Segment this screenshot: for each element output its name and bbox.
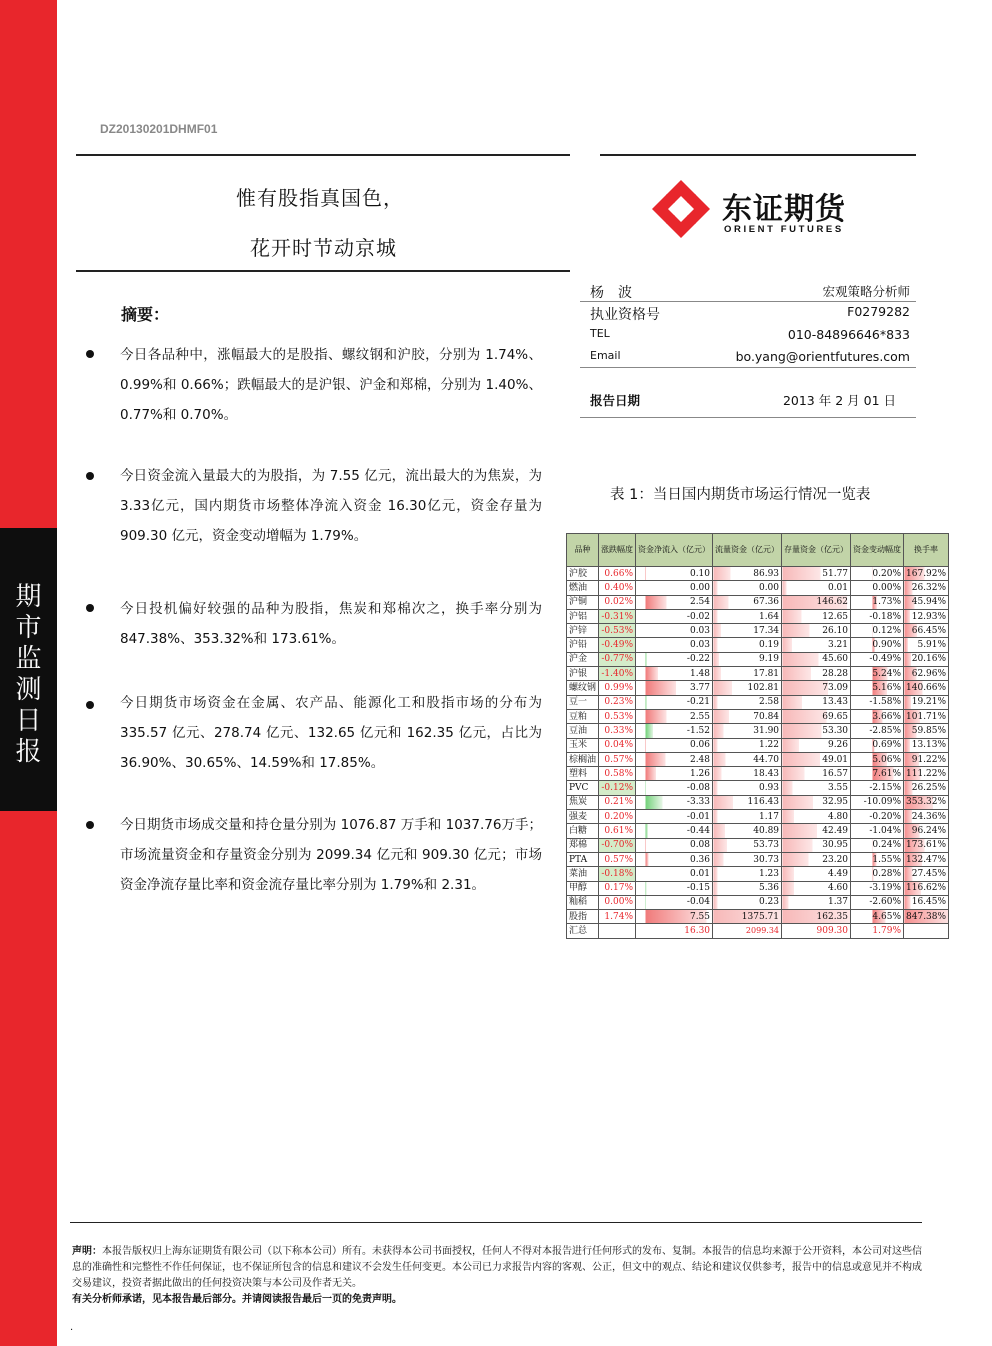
table-cell: 3.66% xyxy=(851,709,904,723)
table-cell: 0.36 xyxy=(636,852,713,866)
table-header-cell: 资金变动幅度 xyxy=(851,534,904,567)
table-cell: 0.93 xyxy=(713,781,782,795)
side-label-char: 期 xyxy=(15,582,42,612)
table-cell: 3.77 xyxy=(636,681,713,695)
table-header-cell: 存量资金（亿元） xyxy=(782,534,851,567)
table-cell: 0.21% xyxy=(599,795,636,809)
author-role: 宏观策略分析师 xyxy=(822,284,910,299)
table-cell: 31.90 xyxy=(713,724,782,738)
table-row xyxy=(567,709,949,723)
table-cell: 0.04% xyxy=(599,738,636,752)
table-cell: 0.01 xyxy=(782,581,851,595)
table-cell: 7.61% xyxy=(851,767,904,781)
table-header-cell: 涨跌幅度 xyxy=(599,534,636,567)
table-cell: 4.80 xyxy=(782,810,851,824)
table-cell: 59.85% xyxy=(904,724,949,738)
table-cell: 燃油 xyxy=(567,581,599,595)
table-cell: 847.38% xyxy=(904,910,949,924)
table-row xyxy=(567,852,949,866)
summary-label: 摘要： xyxy=(121,305,170,324)
logo-mark-icon xyxy=(650,178,712,240)
table-header-cell: 品种 xyxy=(567,534,599,567)
table-cell: 353.32% xyxy=(904,795,949,809)
side-label-char: 报 xyxy=(15,737,42,767)
table-cell: 0.90% xyxy=(851,638,904,652)
report-date-row xyxy=(590,391,910,409)
table-cell: 70.84 xyxy=(713,709,782,723)
table-cell: 116.43 xyxy=(713,795,782,809)
table-row xyxy=(567,652,949,666)
table-cell: 沪锌 xyxy=(567,624,599,638)
table-cell: -0.18% xyxy=(599,867,636,881)
table-cell: 棕榈油 xyxy=(567,752,599,766)
table-row xyxy=(567,738,949,752)
table-row xyxy=(567,838,949,852)
table-row xyxy=(567,724,949,738)
table-cell: -0.15 xyxy=(636,881,713,895)
table-cell: -1.52 xyxy=(636,724,713,738)
table-cell: 塑料 xyxy=(567,767,599,781)
disclaimer xyxy=(72,1244,924,1308)
table-header-cell: 流量资金（亿元） xyxy=(713,534,782,567)
table-row xyxy=(567,681,949,695)
table-cell: 111.22% xyxy=(904,767,949,781)
doc-code: DZ20130201DHMF01 xyxy=(100,122,218,136)
table-cell: 沪金 xyxy=(567,652,599,666)
author-name: 杨 波 xyxy=(590,285,632,301)
table-cell: 汇总 xyxy=(567,924,599,938)
table-cell xyxy=(599,924,636,938)
table-cell: 73.09 xyxy=(782,681,851,695)
table-cell: 53.73 xyxy=(713,838,782,852)
divider xyxy=(76,270,570,272)
table-cell: 96.24% xyxy=(904,824,949,838)
cert-label: 执业资格号 xyxy=(590,307,660,323)
table-cell: -2.15% xyxy=(851,781,904,795)
table-cell: 53.30 xyxy=(782,724,851,738)
table-cell: 1.48 xyxy=(636,667,713,681)
table-cell: 62.96% xyxy=(904,667,949,681)
table-cell: 1.26 xyxy=(636,767,713,781)
table-cell: 66.45% xyxy=(904,624,949,638)
table-cell: 郑棉 xyxy=(567,838,599,852)
table-row xyxy=(567,910,949,924)
date-label: 报告日期 xyxy=(590,393,641,408)
table-cell: -2.60% xyxy=(851,895,904,909)
table-cell: 40.89 xyxy=(713,824,782,838)
table-cell: 12.65 xyxy=(782,609,851,623)
table-cell: -10.09% xyxy=(851,795,904,809)
table-cell: 16.45% xyxy=(904,895,949,909)
disclaimer-label: 声明： xyxy=(72,1246,102,1257)
table-cell: 45.94% xyxy=(904,595,949,609)
table-cell: 5.36 xyxy=(713,881,782,895)
author-cert-row xyxy=(590,304,910,322)
analyst-note: 有关分析师承诺，见本报告最后部分。并请阅读报告最后一页的免责声明。 xyxy=(72,1294,402,1305)
table-cell: 菜油 xyxy=(567,867,599,881)
table-cell: -1.40% xyxy=(599,667,636,681)
disclaimer-text: 本报告版权归上海东证期货有限公司（以下称本公司）所有。未获得本公司书面授权，任何人不得对本报告进行任何形式的发布、复制。本报告的信息均来源于公开资料，本公司对这些信息的准确性和完整性不作任何保证，也不保证所包含的信息和建议不会发生任何变更。本公司已力求报告内容的客观、公正，但文中的观点、结论和建议仅供参考，报告中的信息或意见并不构成交易建议，投资者据此做出的任何投资决策与本公司及作者无关。 xyxy=(72,1246,922,1289)
table-cell: 20.16% xyxy=(904,652,949,666)
table-cell: 909.30 xyxy=(782,924,851,938)
table-cell: 沪银 xyxy=(567,667,599,681)
table-row xyxy=(567,752,949,766)
table-cell: 0.08 xyxy=(636,838,713,852)
table-cell: 0.23 xyxy=(713,895,782,909)
table-cell: 18.43 xyxy=(713,767,782,781)
table-cell: 42.49 xyxy=(782,824,851,838)
table-cell: 1.55% xyxy=(851,852,904,866)
table-caption: 表 1：当日国内期货市场运行情况一览表 xyxy=(610,487,871,503)
table-cell: 0.99% xyxy=(599,681,636,695)
table-cell: 1.64 xyxy=(713,609,782,623)
table-cell: 51.77 xyxy=(782,567,851,581)
table-cell: -3.33 xyxy=(636,795,713,809)
table-cell: 0.57% xyxy=(599,852,636,866)
table-header-cell: 换手率 xyxy=(904,534,949,567)
table-cell: 2099.34 xyxy=(713,924,782,938)
divider xyxy=(76,154,570,156)
table-cell: 沪铅 xyxy=(567,638,599,652)
table-cell: 股指 xyxy=(567,910,599,924)
author-name-row xyxy=(590,282,910,300)
bullet-icon xyxy=(86,821,94,829)
table-cell: 5.16% xyxy=(851,681,904,695)
table-cell: 1.22 xyxy=(713,738,782,752)
table-cell: 27.45% xyxy=(904,867,949,881)
table-cell: -0.04 xyxy=(636,895,713,909)
table-cell: 强麦 xyxy=(567,810,599,824)
table-cell: 45.60 xyxy=(782,652,851,666)
summary-paragraph: 今日各品种中，涨幅最大的是股指、螺纹钢和沪胶，分别为 1.74%、0.99%和 0.66%；跌幅最大的是沪银、沪金和郑棉，分别为 1.40%、0.77%和 0.70%。 xyxy=(120,347,542,423)
table-cell: 116.62% xyxy=(904,881,949,895)
table-cell: -0.49% xyxy=(599,638,636,652)
table-cell: -0.20% xyxy=(851,810,904,824)
table-cell: 0.02% xyxy=(599,595,636,609)
summary-paragraph: 今日投机偏好较强的品种为股指，焦炭和郑棉次之，换手率分别为 847.38%、353.32%和 173.61%。 xyxy=(120,601,542,647)
author-email-row xyxy=(590,349,910,367)
page-title-line2: 花开时节动京城 xyxy=(250,236,397,260)
table-cell: -0.22 xyxy=(636,652,713,666)
table-cell: -0.12% xyxy=(599,781,636,795)
footer-divider xyxy=(70,1222,922,1223)
table-header-row xyxy=(567,534,949,567)
table-cell: 螺纹钢 xyxy=(567,681,599,695)
table-cell: 101.71% xyxy=(904,709,949,723)
table-cell: 2.48 xyxy=(636,752,713,766)
table-cell: 3.21 xyxy=(782,638,851,652)
logo-en: ORIENT FUTURES xyxy=(724,224,844,235)
table-cell: 16.30 xyxy=(636,924,713,938)
table-cell: 13.13% xyxy=(904,738,949,752)
table-cell: 173.61% xyxy=(904,838,949,852)
bullet-icon xyxy=(86,604,94,612)
table-cell: -0.02 xyxy=(636,609,713,623)
table-cell: -0.44 xyxy=(636,824,713,838)
table-cell: 0.00% xyxy=(599,895,636,909)
table-cell: 0.03 xyxy=(636,638,713,652)
footer-dot: . xyxy=(70,1322,74,1333)
table-cell: 沪铜 xyxy=(567,595,599,609)
table-cell: 甲醇 xyxy=(567,881,599,895)
table-cell: 0.40% xyxy=(599,581,636,595)
table-cell: 豆粕 xyxy=(567,709,599,723)
table-cell: 162.35 xyxy=(782,910,851,924)
table-cell: 12.93% xyxy=(904,609,949,623)
table-cell: -2.85% xyxy=(851,724,904,738)
table-cell: -3.19% xyxy=(851,881,904,895)
table-cell: 19.21% xyxy=(904,695,949,709)
table-cell: -0.70% xyxy=(599,838,636,852)
table-cell: 1.79% xyxy=(851,924,904,938)
table-cell: 0.57% xyxy=(599,752,636,766)
table-cell: 沪铝 xyxy=(567,609,599,623)
table-cell: 0.53% xyxy=(599,709,636,723)
table-cell: 0.03 xyxy=(636,624,713,638)
table-cell: 2.54 xyxy=(636,595,713,609)
table-cell: 1375.71 xyxy=(713,910,782,924)
author-tel-row xyxy=(590,327,910,345)
company-logo xyxy=(650,178,880,240)
table-cell: -0.77% xyxy=(599,652,636,666)
table-cell: -0.08 xyxy=(636,781,713,795)
market-table xyxy=(566,533,949,939)
table-cell: -0.31% xyxy=(599,609,636,623)
table-cell: 132.47% xyxy=(904,852,949,866)
table-row xyxy=(567,767,949,781)
report-date: 2013 年 2 月 01 日 xyxy=(782,393,896,408)
table-cell: 0.23% xyxy=(599,695,636,709)
table-row xyxy=(567,867,949,881)
table-cell xyxy=(904,924,949,938)
table-cell: 1.74% xyxy=(599,910,636,924)
table-cell: 2.58 xyxy=(713,695,782,709)
divider xyxy=(580,301,916,302)
table-cell: 0.10 xyxy=(636,567,713,581)
side-label-char: 市 xyxy=(15,613,42,643)
table-cell: 30.73 xyxy=(713,852,782,866)
table-cell: 焦炭 xyxy=(567,795,599,809)
table-row xyxy=(567,667,949,681)
table-cell: 4.49 xyxy=(782,867,851,881)
table-cell: 0.06 xyxy=(636,738,713,752)
table-cell: 0.61% xyxy=(599,824,636,838)
table-cell: 9.26 xyxy=(782,738,851,752)
table-cell: 0.01 xyxy=(636,867,713,881)
table-cell: 0.28% xyxy=(851,867,904,881)
side-label-char: 日 xyxy=(15,706,42,736)
table-cell: 146.62 xyxy=(782,595,851,609)
table-cell: -0.01 xyxy=(636,810,713,824)
table-cell: 5.06% xyxy=(851,752,904,766)
table-cell: 白糖 xyxy=(567,824,599,838)
side-label-char: 测 xyxy=(15,675,42,705)
table-row xyxy=(567,924,949,938)
summary-paragraph: 今日期货市场资金在金属、农产品、能源化工和股指市场的分布为 335.57 亿元、278.74 亿元、132.65 亿元和 162.35 亿元，占比为 36.90%、30.65%、14.59%和 17.85%。 xyxy=(120,695,542,771)
table-cell: 0.00% xyxy=(851,581,904,595)
table-cell: 7.55 xyxy=(636,910,713,924)
table-row xyxy=(567,609,949,623)
tel-label: TEL xyxy=(590,327,610,340)
table-cell: PTA xyxy=(567,852,599,866)
table-cell: 0.20% xyxy=(599,810,636,824)
table-row xyxy=(567,567,949,581)
table-cell: 0.69% xyxy=(851,738,904,752)
table-row xyxy=(567,810,949,824)
table-cell: 67.36 xyxy=(713,595,782,609)
table-cell: 沪胶 xyxy=(567,567,599,581)
table-cell: 26.25% xyxy=(904,781,949,795)
table-row xyxy=(567,638,949,652)
table-cell: 26.10 xyxy=(782,624,851,638)
table-cell: 0.66% xyxy=(599,567,636,581)
table-cell: -0.49% xyxy=(851,652,904,666)
tel-number[interactable]: 010-84896646*833 xyxy=(787,327,910,342)
table-row xyxy=(567,624,949,638)
table-cell: 0.19 xyxy=(713,638,782,652)
table-cell: 豆油 xyxy=(567,724,599,738)
table-cell: 23.20 xyxy=(782,852,851,866)
table-cell: 玉米 xyxy=(567,738,599,752)
table-cell: 9.19 xyxy=(713,652,782,666)
table-cell: 17.34 xyxy=(713,624,782,638)
table-cell: 5.91% xyxy=(904,638,949,652)
table-row xyxy=(567,781,949,795)
table-cell: 1.23 xyxy=(713,867,782,881)
table-cell: 44.70 xyxy=(713,752,782,766)
table-cell: 16.57 xyxy=(782,767,851,781)
logo-cn: 东证期货 xyxy=(722,192,846,227)
table-cell: 140.66% xyxy=(904,681,949,695)
table-cell: 0.33% xyxy=(599,724,636,738)
table-cell: 26.32% xyxy=(904,581,949,595)
table-cell: 3.55 xyxy=(782,781,851,795)
bullet-icon xyxy=(86,701,94,709)
page-title-line1: 惟有股指真国色， xyxy=(236,186,404,210)
table-cell: 86.93 xyxy=(713,567,782,581)
table-cell: 167.92% xyxy=(904,567,949,581)
table-cell: 0.58% xyxy=(599,767,636,781)
table-cell: PVC xyxy=(567,781,599,795)
bullet-icon xyxy=(86,472,94,480)
email-label: Email xyxy=(590,349,621,362)
table-cell: 69.65 xyxy=(782,709,851,723)
table-cell: -1.04% xyxy=(851,824,904,838)
table-cell: -0.21 xyxy=(636,695,713,709)
table-cell: 0.17% xyxy=(599,881,636,895)
email-link[interactable]: bo.yang@orientfutures.com xyxy=(735,349,910,364)
table-row xyxy=(567,824,949,838)
table-cell: 0.12% xyxy=(851,624,904,638)
table-cell: -0.53% xyxy=(599,624,636,638)
table-cell: 30.95 xyxy=(782,838,851,852)
table-cell: 2.55 xyxy=(636,709,713,723)
table-cell: 籼稻 xyxy=(567,895,599,909)
table-cell: 1.17 xyxy=(713,810,782,824)
divider xyxy=(580,417,916,418)
table-cell: 32.95 xyxy=(782,795,851,809)
table-cell: 0.00 xyxy=(713,581,782,595)
table-cell: 1.73% xyxy=(851,595,904,609)
table-cell: 49.01 xyxy=(782,752,851,766)
bullet-icon xyxy=(86,350,94,358)
side-label-char: 监 xyxy=(15,644,42,674)
table-row xyxy=(567,581,949,595)
table-cell: 91.22% xyxy=(904,752,949,766)
table-cell: -1.58% xyxy=(851,695,904,709)
table-cell: 13.43 xyxy=(782,695,851,709)
table-row xyxy=(567,795,949,809)
table-cell: 豆一 xyxy=(567,695,599,709)
summary-paragraph: 今日资金流入量最大的为股指，为 7.55 亿元，流出最大的为焦炭，为 3.33亿元，国内期货市场整体净流入资金 16.30亿元，资金存量为 909.30 亿元，资金变动增幅为 1.79%。 xyxy=(120,468,542,544)
table-row xyxy=(567,695,949,709)
table-cell: 1.37 xyxy=(782,895,851,909)
side-label xyxy=(0,582,57,768)
table-cell: 5.24% xyxy=(851,667,904,681)
table-cell: -0.18% xyxy=(851,609,904,623)
table-cell: 4.65% xyxy=(851,910,904,924)
table-cell: 24.36% xyxy=(904,810,949,824)
divider xyxy=(600,154,916,156)
table-cell: 4.60 xyxy=(782,881,851,895)
table-row xyxy=(567,895,949,909)
table-cell: 28.28 xyxy=(782,667,851,681)
divider xyxy=(580,367,916,368)
table-header-cell: 资金净流入（亿元） xyxy=(636,534,713,567)
table-cell: 0.00 xyxy=(636,581,713,595)
table-row xyxy=(567,881,949,895)
table-row xyxy=(567,595,949,609)
table-cell: 102.81 xyxy=(713,681,782,695)
table-cell: 0.24% xyxy=(851,838,904,852)
table-cell: 0.20% xyxy=(851,567,904,581)
summary-paragraph: 今日期货市场成交量和持仓量分别为 1076.87 万手和 1037.76万手；市场流量资金和存量资金分别为 2099.34 亿元和 909.30 亿元；市场资金净流存量比率和资金流存量比率分别为 1.79%和 2.31。 xyxy=(120,817,542,893)
cert-number: F0279282 xyxy=(847,304,910,319)
table-cell: 17.81 xyxy=(713,667,782,681)
